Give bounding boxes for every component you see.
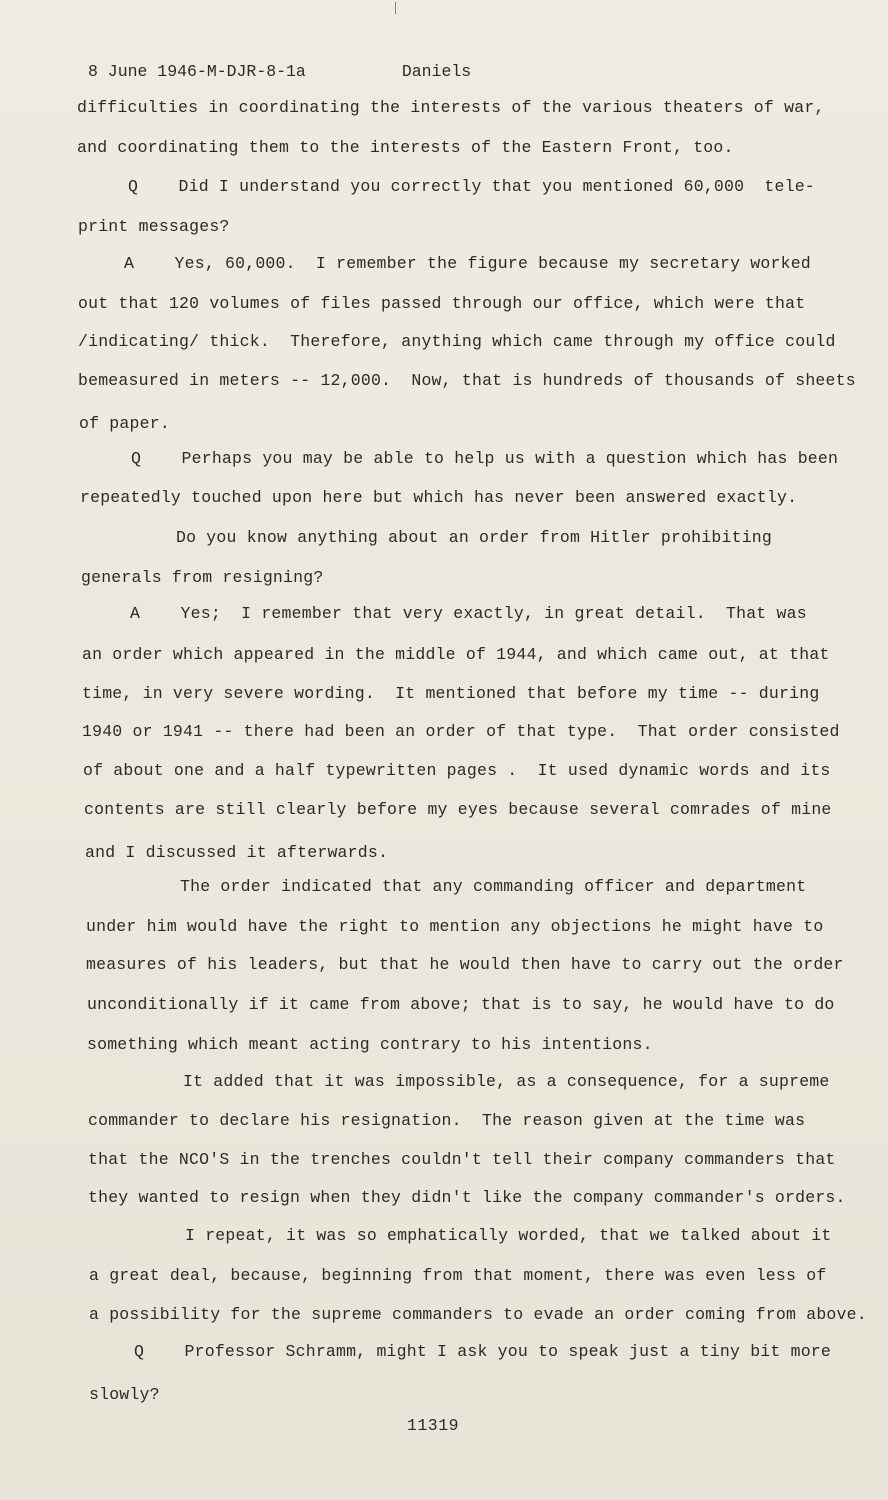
text-line: It added that it was impossible, as a consequence, for a supreme xyxy=(183,1072,830,1091)
binding-mark xyxy=(395,2,396,14)
text-line: something which meant acting contrary to his intentions. xyxy=(87,1035,653,1054)
text-line: measures of his leaders, but that he would then have to carry out the order xyxy=(86,955,844,974)
text-line: /indicating/ thick. Therefore, anything which came through my office could xyxy=(78,332,836,351)
text-line: they wanted to resign when they didn't like the company commander's orders. xyxy=(88,1188,846,1207)
text-line: contents are still clearly before my eyes because several comrades of mine xyxy=(84,800,832,819)
text-line: of paper. xyxy=(79,414,170,433)
text-line: difficulties in coordinating the interests of the various theaters of war, xyxy=(77,98,825,117)
page-number: 11319 xyxy=(407,1416,460,1435)
text-line: out that 120 volumes of files passed through our office, which were that xyxy=(78,294,806,313)
text-line: under him would have the right to mention any objections he might have to xyxy=(86,917,824,936)
text-line: A Yes; I remember that very exactly, in great detail. That was xyxy=(130,604,807,623)
text-line: commander to declare his resignation. The reason given at the time was xyxy=(88,1111,806,1130)
text-line: a great deal, because, beginning from that moment, there was even less of xyxy=(89,1266,827,1285)
text-line: an order which appeared in the middle of 1944, and which came out, at that xyxy=(82,645,830,664)
text-line: Do you know anything about an order from Hitler prohibiting xyxy=(176,528,772,547)
text-line: repeatedly touched upon here but which has never been answered exactly. xyxy=(80,488,798,507)
text-line: a possibility for the supreme commanders to evade an order coming from above. xyxy=(89,1305,867,1324)
text-line: Q Professor Schramm, might I ask you to speak just a tiny bit more xyxy=(134,1342,832,1361)
text-line: Q Perhaps you may be able to help us with a question which has been xyxy=(131,449,839,468)
document-reference: 8 June 1946-M-DJR-8-1a xyxy=(88,62,306,81)
text-line: 1940 or 1941 -- there had been an order of that type. That order consisted xyxy=(82,722,840,741)
text-line: I repeat, it was so emphatically worded, that we talked about it xyxy=(185,1226,832,1245)
text-line: Q Did I understand you correctly that you mentioned 60,000 tele- xyxy=(128,177,815,196)
text-line: slowly? xyxy=(89,1385,160,1404)
text-line: and coordinating them to the interests of the Eastern Front, too. xyxy=(77,138,734,157)
text-line: generals from resigning? xyxy=(81,568,324,587)
text-line: that the NCO'S in the trenches couldn't tell their company commanders that xyxy=(88,1150,836,1169)
text-line: print messages? xyxy=(78,217,230,236)
text-line: and I discussed it afterwards. xyxy=(85,843,389,862)
speaker-name: Daniels xyxy=(401,62,472,81)
text-line: time, in very severe wording. It mentioned that before my time -- during xyxy=(82,684,820,703)
text-line: A Yes, 60,000. I remember the figure because my secretary worked xyxy=(124,254,811,273)
text-line: unconditionally if it came from above; that is to say, he would have to do xyxy=(87,995,835,1014)
text-line: The order indicated that any commanding officer and department xyxy=(180,877,807,896)
text-line: of about one and a half typewritten pages . It used dynamic words and its xyxy=(83,761,831,780)
page-header xyxy=(88,62,471,81)
text-line: bemeasured in meters -- 12,000. Now, that is hundreds of thousands of sheets xyxy=(78,371,856,390)
